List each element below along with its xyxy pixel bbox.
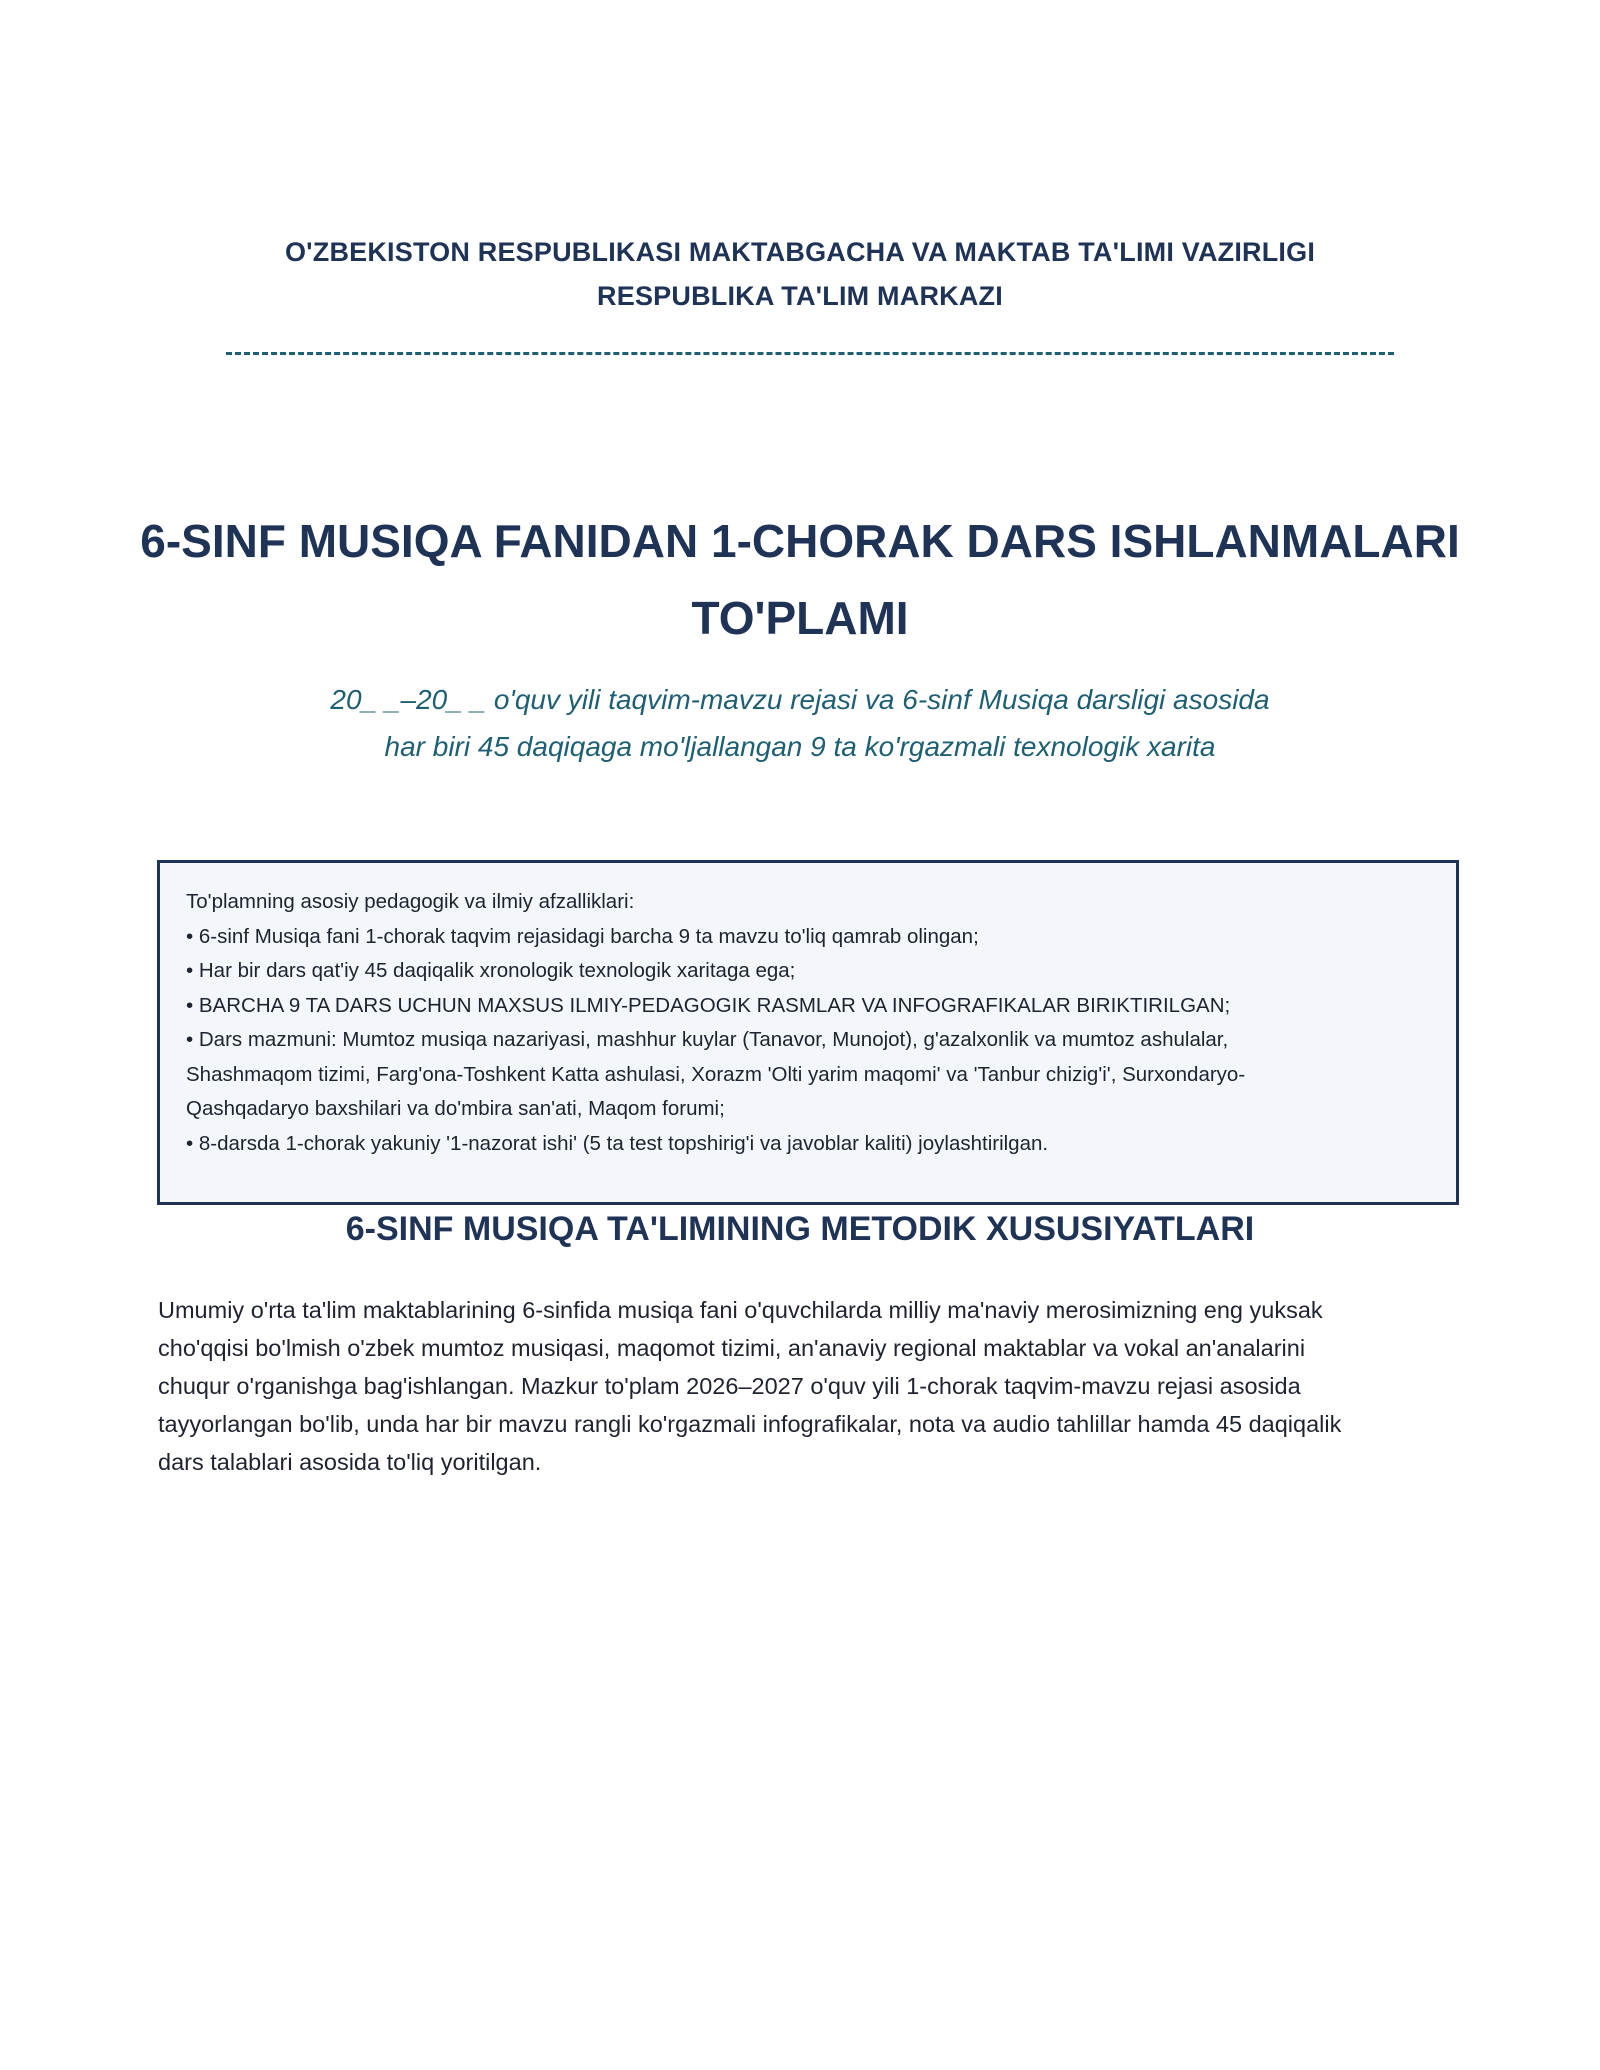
document-subtitle — [140, 676, 1460, 770]
benefit-item: • BARCHA 9 TA DARS UCHUN MAXSUS ILMIY-PEDAGOGIK RASMLAR VA INFOGRAFIKALAR BIRIKTIRILGAN; — [186, 993, 1231, 1017]
paragraph-line: chuqur o'rganishga bag'ishlangan. Mazkur to'plam 2026–2027 o'quv yili 1-chorak taqvim-mavzu rejasi asosida — [158, 1373, 1301, 1399]
dashed-divider — [226, 352, 1394, 355]
benefit-item: • 6-sinf Musiqa fani 1-chorak taqvim rejasidagi barcha 9 ta mavzu to'liq qamrab olingan; — [186, 924, 979, 948]
benefit-item-continuation: Qashqadaryo baxshilari va do'mbira san'ati, Maqom forumi; — [186, 1097, 725, 1120]
document-title-line-2: TO'PLAMI — [691, 592, 909, 644]
benefits-box — [157, 860, 1459, 1205]
paragraph-line: tayyorlangan bo'lib, unda har bir mavzu rangli ko'rgazmali infografikalar, nota va audio tahlillar hamda 45 daqiqalik — [158, 1411, 1342, 1437]
benefit-item-continuation: Shashmaqom tizimi, Farg'ona-Toshkent Katta ashulasi, Xorazm 'Olti yarim maqomi' va 'Tanbur chizig'i', Surxondaryo- — [186, 1062, 1246, 1086]
center-name: RESPUBLIKA TA'LIM MARKAZI — [597, 281, 1003, 311]
section-heading: 6-SINF MUSIQA TA'LIMINING METODIK XUSUSIYATLARI — [345, 1210, 1255, 1248]
benefit-item: • 8-darsda 1-chorak yakuniy '1-nazorat ishi' (5 ta test topshirig'i va javoblar kaliti) joylashtirilgan. — [186, 1131, 1049, 1155]
document-title — [140, 503, 1460, 657]
subtitle-line-2: har biri 45 daqiqaga mo'ljallangan 9 ta ko'rgazmali texnologik xarita — [384, 731, 1216, 762]
body-paragraph — [158, 1291, 1458, 1481]
paragraph-line: Umumiy o'rta ta'lim maktablarining 6-sinfida musiqa fani o'quvchilarda milliy ma'naviy merosimizning eng yuksak — [158, 1297, 1323, 1323]
benefit-item: • Dars mazmuni: Mumtoz musiqa nazariyasi, mashhur kuylar (Tanavor, Munojot), g'azalxonlik va mumtoz ashulalar, — [186, 1028, 1229, 1051]
benefit-item: • Har bir dars qat'iy 45 daqiqalik xronologik texnologik xaritaga ega; — [186, 959, 796, 982]
ministry-name: O'ZBEKISTON RESPUBLIKASI MAKTABGACHA VA MAKTAB TA'LIMI VAZIRLIGI — [284, 237, 1316, 267]
subtitle-line-1: 20_ _–20_ _ o'quv yili taqvim-mavzu rejasi va 6-sinf Musiqa darsligi asosida — [330, 684, 1270, 715]
benefits-heading: To'plamning asosiy pedagogik va ilmiy afzalliklari: — [186, 890, 635, 913]
paragraph-line: cho'qqisi bo'lmish o'zbek mumtoz musiqasi, maqomot tizimi, an'anaviy regional maktablar va vokal an'analarini — [158, 1335, 1306, 1361]
document-title-line-1: 6-SINF MUSIQA FANIDAN 1-CHORAK DARS ISHLANMALARI — [140, 515, 1460, 567]
paragraph-line: dars talablari asosida to'liq yoritilgan. — [158, 1449, 542, 1475]
